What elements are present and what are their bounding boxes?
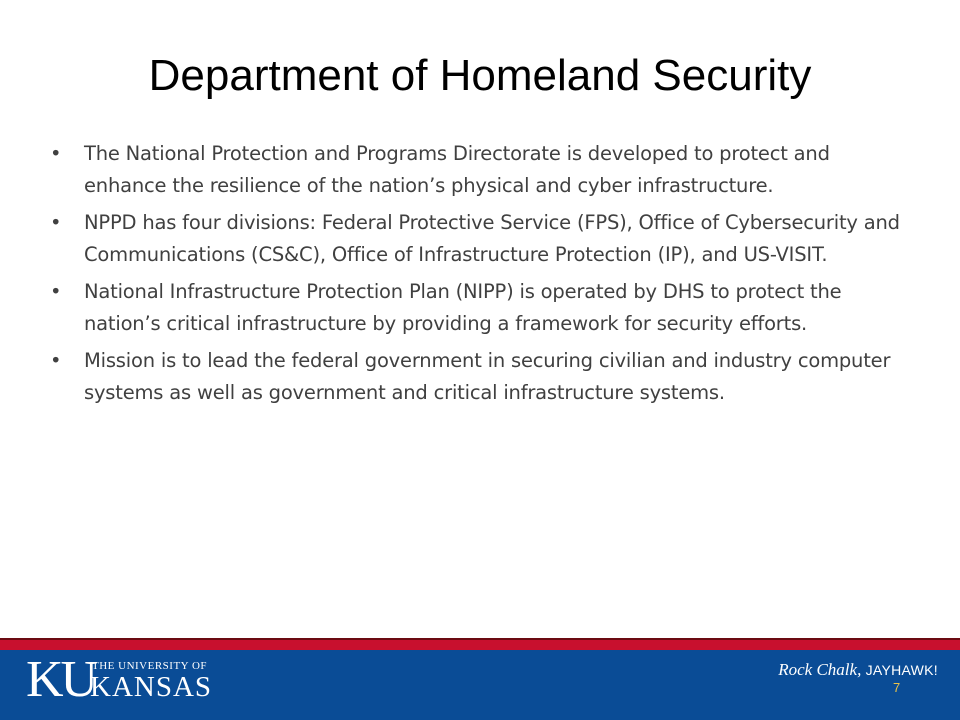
bullet-item [50,138,910,201]
logo-kansas: KANSAS [90,671,213,703]
bullet-marker: • [50,349,62,372]
footer-red-stripe [0,638,960,650]
tagline-italic: Rock Chalk, [778,660,862,679]
bullet-marker: • [50,142,62,165]
tagline [778,660,938,680]
logo-university-of: THE UNIVERSITY OF [92,660,208,672]
bullet-text: Mission is to lead the federal government in securing civilian and industry computer systems as well as government and critical infrastructure systems. [84,349,891,404]
bullet-item [50,276,910,339]
tagline-jayhawk: JAYHAWK! [865,662,938,678]
bullet-list [50,138,910,414]
bullet-item [50,345,910,408]
page-number: 7 [893,680,901,695]
bullet-marker: • [50,280,62,303]
bullet-item [50,207,910,270]
ku-logo-mark: KU [26,651,96,708]
bullet-text: National Infrastructure Protection Plan (NIPP) is operated by DHS to protect the nation’s critical infrastructure by providing a framework for security efforts. [84,280,842,335]
slide-title: Department of Homeland Security [148,51,812,100]
bullet-marker: • [50,211,62,234]
bullet-text: The National Protection and Programs Directorate is developed to protect and enhance the resilience of the nation’s physical and cyber infrastructure. [84,142,830,197]
bullet-text: NPPD has four divisions: Federal Protective Service (FPS), Office of Cybersecurity and Communications (CS&C), Office of Infrastructure Protection (IP), and US-VISIT. [84,211,900,266]
